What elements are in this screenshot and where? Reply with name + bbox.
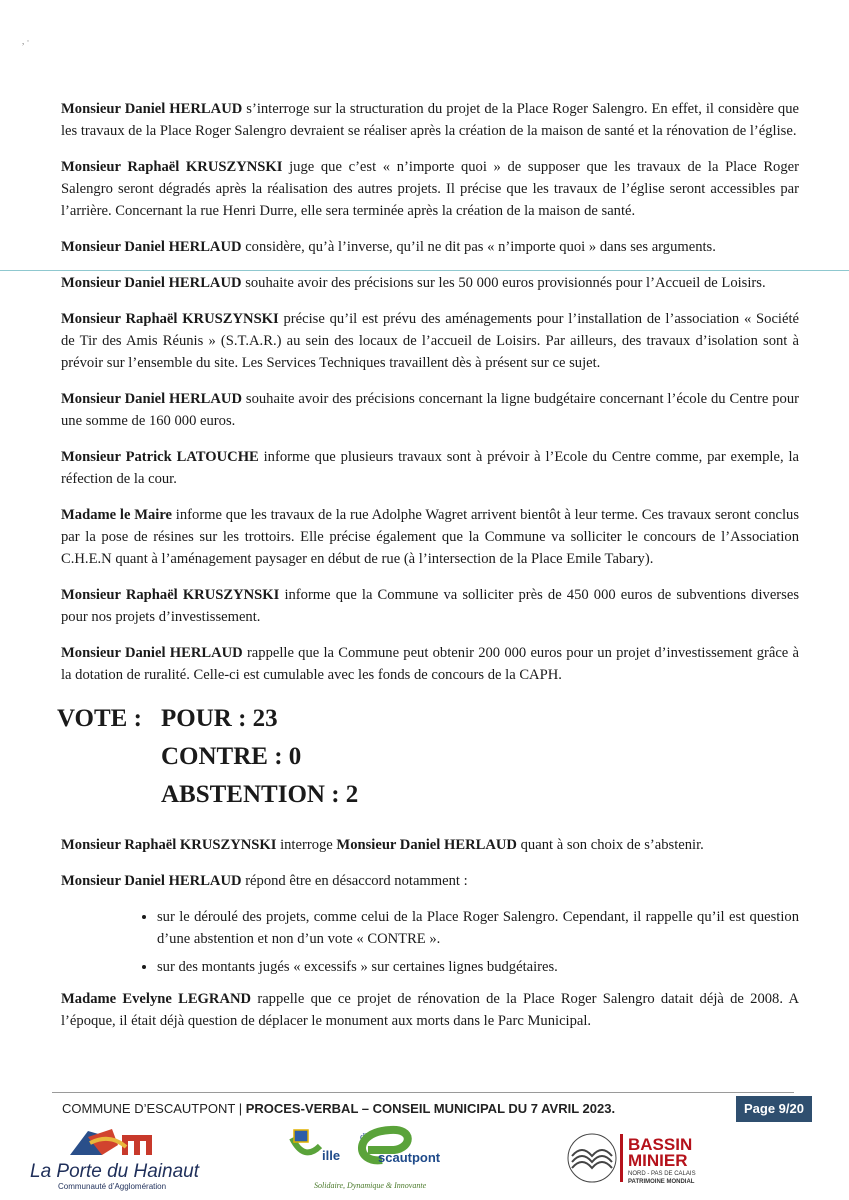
svg-text:BASSIN: BASSIN: [628, 1135, 693, 1154]
svg-text:d': d': [360, 1132, 367, 1143]
speaker-name: Monsieur Daniel HERLAUD: [61, 239, 242, 255]
footer-commune: COMMUNE D’ESCAUTPONT |: [62, 1101, 246, 1116]
footer-divider: [52, 1092, 794, 1093]
paragraph: [61, 156, 799, 222]
paragraph: [61, 870, 799, 892]
paragraph-text: quant à son choix de s’abstenir.: [516, 837, 704, 853]
paragraph-text: informe que la Commune va solliciter près de 450 000 euros de subventions diverses pour nos projets d’investissement.: [61, 587, 799, 625]
svg-text:ille: ille: [322, 1148, 341, 1163]
speaker-name: Monsieur Raphaël KRUSZYNSKI: [61, 311, 279, 327]
paragraph-text: répond être en désaccord notamment :: [241, 873, 468, 889]
vote-abstention: ABSTENTION : 2: [161, 781, 359, 808]
speaker-name: Monsieur Raphaël KRUSZYNSKI: [61, 837, 277, 853]
paragraph: [61, 834, 799, 856]
paragraph-text: rappelle que la Commune peut obtenir 200 000 euros pour un projet d’investissement grâce à la dotation de ruralité. Celle-ci est cumulable avec les fonds de concours de la CAPH.: [61, 645, 799, 683]
vote-pour: POUR : 23: [161, 705, 278, 732]
paragraph: [61, 388, 799, 432]
paragraph-text: précise qu’il est prévu des aménagements pour l’installation de l’association « Société de Tir des Amis Réunis » (S.T.A.R.) au sein des locaux de l’accueil de Loisirs. Par ailleurs, des travaux d’isolation sont à prévoir sur l’ensemble du site. Les Services Techniques travaillent dès à présent sur ce sujet.: [61, 311, 799, 371]
speaker-name: Monsieur Patrick LATOUCHE: [61, 449, 259, 465]
vote-result: [57, 700, 799, 814]
speaker-name: Monsieur Daniel HERLAUD: [61, 101, 243, 117]
paragraph-text: juge que c’est « n’importe quoi » de supposer que les travaux de la Place Roger Salengro seront dégradés après la réalisation des autres projets. Il précise que les travaux de l’église seront accessibles par l’arrière. Concernant la rue Henri Durre, elle sera terminée après la création de la maison de santé.: [61, 159, 799, 219]
paragraph: [61, 236, 799, 258]
speaker-name: Madame Evelyne LEGRAND: [61, 991, 252, 1007]
paragraph-text: s’interroge sur la structuration du projet de la Place Roger Salengro. En effet, il considère que les travaux de la Place Roger Salengro devraient se réaliser après la création de la maison de santé et la rénovation de l’église.: [61, 101, 799, 139]
vote-lines: [161, 700, 358, 814]
page-number-badge: Page 9/20: [736, 1096, 812, 1122]
bassin-red-bar: [620, 1134, 623, 1182]
paragraph: [61, 308, 799, 374]
paragraph: [61, 272, 799, 294]
paragraph-text: considère, qu’à l’inverse, qu’il ne dit pas « n’importe quoi » dans ses arguments.: [241, 239, 716, 255]
ville-crest-icon: [294, 1130, 308, 1142]
document-body: [57, 98, 800, 1046]
speaker-name: Monsieur Daniel HERLAUD: [61, 873, 242, 889]
speaker-name: Monsieur Raphaël KRUSZYNSKI: [61, 587, 280, 603]
footer-title: [62, 1101, 615, 1116]
paragraph-text: souhaite avoir des précisions concernant la ligne budgétaire concernant l’école du Centre pour une somme de 160 000 euros.: [61, 391, 799, 429]
bassin-minier-logo: [566, 1130, 716, 1186]
speaker-name: Monsieur Daniel HERLAUD: [61, 275, 242, 291]
ville-motto: Solidaire, Dynamique & Innovante: [314, 1181, 427, 1190]
paragraph-text: informe que les travaux de la rue Adolphe Wagret arrivent bientôt à leur terme. Ces travaux seront conclus par la pose de résines sur les trottoirs. Elle précise également que la Commune va solliciter le concours de l’Association C.H.E.N quant à l’aménagement paysager en début de rue (à l’intersection de la Place Emile Tabary).: [61, 507, 800, 567]
paragraph: [61, 584, 799, 628]
speaker-name: Monsieur Daniel HERLAUD: [61, 391, 243, 407]
paragraph: [61, 988, 799, 1032]
speaker-name: Madame le Maire: [61, 507, 173, 523]
paragraph: [61, 504, 799, 570]
speaker-name: Monsieur Raphaël KRUSZYNSKI: [61, 159, 283, 175]
paragraph: [61, 446, 799, 490]
paragraph-text: informe que plusieurs travaux sont à prévoir à l’Ecole du Centre comme, par exemple, la réfection de la cour.: [61, 449, 799, 487]
hainaut-name: La Porte du Hainaut: [30, 1161, 200, 1182]
speaker-name: Monsieur Daniel HERLAUD: [61, 645, 243, 661]
ville-escautpont-logo: [286, 1118, 456, 1196]
list-item: • sur des montants jugés « excessifs » sur certaines lignes budgétaires.: [157, 956, 799, 978]
bullet-list: [61, 906, 799, 978]
list-item: • sur le déroulé des projets, comme celui de la Place Roger Salengro. Cependant, il rappelle qu’il est question d’une abstention et non d’un vote « CONTRE ».: [157, 906, 799, 950]
speaker-name: Monsieur Daniel HERLAUD: [336, 837, 517, 853]
vote-contre: CONTRE : 0: [161, 743, 302, 770]
svg-text:NORD - PAS DE CALAIS: NORD - PAS DE CALAIS: [628, 1171, 696, 1177]
vote-label: VOTE :: [57, 705, 142, 732]
svg-text:MINIER: MINIER: [628, 1151, 688, 1170]
svg-text:PATRIMOINE MONDIAL: PATRIMOINE MONDIAL: [628, 1179, 695, 1185]
footer-document-title: PROCES-VERBAL – CONSEIL MUNICIPAL DU 7 AVRIL 2023.: [245, 1101, 616, 1116]
scan-marks: , ·: [22, 36, 30, 46]
paragraph-text: rappelle que ce projet de rénovation de la Place Roger Salengro datait déjà de 2008. A l’époque, il était déjà question de déplacer le monument aux morts dans le Parc Municipal.: [61, 991, 799, 1029]
paragraph-text: interroge: [276, 837, 337, 853]
hainaut-subtitle: Communauté d’Agglomération: [58, 1182, 167, 1191]
porte-du-hainaut-logo: [30, 1125, 210, 1193]
paragraph-text: souhaite avoir des précisions sur les 50 000 euros provisionnés pour l’Accueil de Loisirs.: [241, 275, 766, 291]
paragraph: [61, 98, 799, 142]
paragraph: [61, 642, 799, 686]
svg-text:scautpont: scautpont: [378, 1150, 441, 1165]
